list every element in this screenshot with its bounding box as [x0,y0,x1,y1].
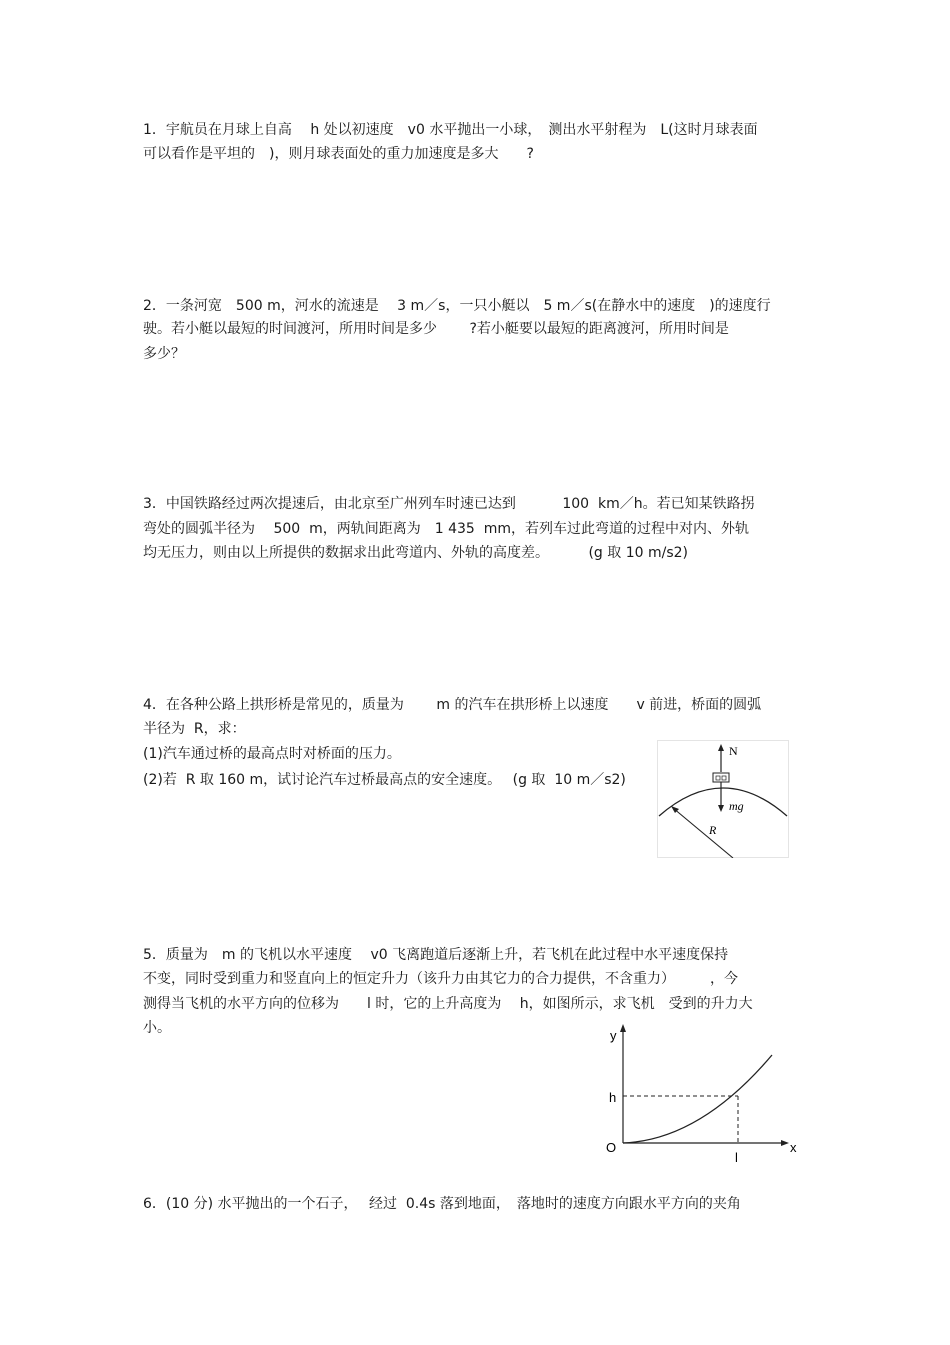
origin-label: O [606,1140,617,1155]
q2-line-3: 多少？ [143,346,185,362]
r-label: R [709,823,717,837]
q1-line-1: 1．宇航员在月球上自高 h 处以初速度 v0 水平抛出一小球， 测出水平射程为 L(这时月球表面 [143,122,758,138]
q5-line-2: 不变，同时受到重力和竖直向上的恒定升力（该升力由其它力的合力提供，不含重力） ，今 [143,971,738,987]
trajectory-figure [600,1020,805,1165]
mg-label: mg [729,799,744,813]
q4-line-1: 4．在各种公路上拱形桥是常见的，质量为 m 的汽车在拱形桥上以速度 v 前进，桥面的圆弧 [143,697,762,713]
q3-line-3: 均无压力，则由以上所提供的数据求出此弯道内、外轨的高度差。 (g 取 10 m/s2) [143,545,688,561]
x-arrowhead-icon [781,1140,789,1146]
q4-line-3: (1)汽车通过桥的最高点时对桥面的压力。 [143,746,401,762]
q3-line-1: 3．中国铁路经过两次提速后，由北京至广州列车时速已达到 100 km／h。若已知某铁路拐 [143,496,755,512]
q4-line-2: 半径为 R，求： [143,721,246,737]
trajectory-curve [623,1055,772,1143]
q5-line-4: 小。 [143,1020,171,1036]
q5-line-3: 测得当飞机的水平方向的位移为 l 时，它的上升高度为 h，如图所示，求飞机 受到的升力大 [143,996,753,1012]
radius-line [673,808,733,858]
n-arrowhead-icon [718,744,724,751]
q4-line-4: (2)若 R 取 160 m，试讨论汽车过桥最高点的安全速度。 (g 取 10 m／s2) [143,772,626,788]
x-label: x [790,1140,797,1155]
bridge-figure [657,740,789,858]
mg-arrowhead-icon [718,805,724,812]
q2-line-1: 2．一条河宽 500 m，河水的流速是 3 m／s，一只小艇以 5 m／s(在静水中的速度 )的速度行 [143,298,771,314]
y-label: y [610,1028,617,1043]
car-body [713,773,729,782]
h-label: h [609,1090,617,1105]
q5-line-1: 5．质量为 m 的飞机以水平速度 v0 飞离跑道后逐渐上升，若飞机在此过程中水平速度保持 [143,947,729,963]
q2-line-2: 驶。若小艇以最短的时间渡河，所用时间是多少 ?若小艇要以最短的距离渡河，所用时间是 [143,321,729,337]
q6-line-1: 6．(10 分) 水平抛出的一个石子， 经过 0.4s 落到地面， 落地时的速度方向跟水平方向的夹角 [143,1196,741,1212]
n-label: N [729,744,738,758]
l-label: l [735,1150,738,1165]
q1-line-2: 可以看作是平坦的 )，则月球表面处的重力加速度是多大 ? [143,146,534,162]
y-arrowhead-icon [620,1024,626,1032]
q3-line-2: 弯处的圆弧半径为 500 m，两轨间距离为 1 435 mm，若列车过此弯道的过程中对内、外轨 [143,521,749,537]
